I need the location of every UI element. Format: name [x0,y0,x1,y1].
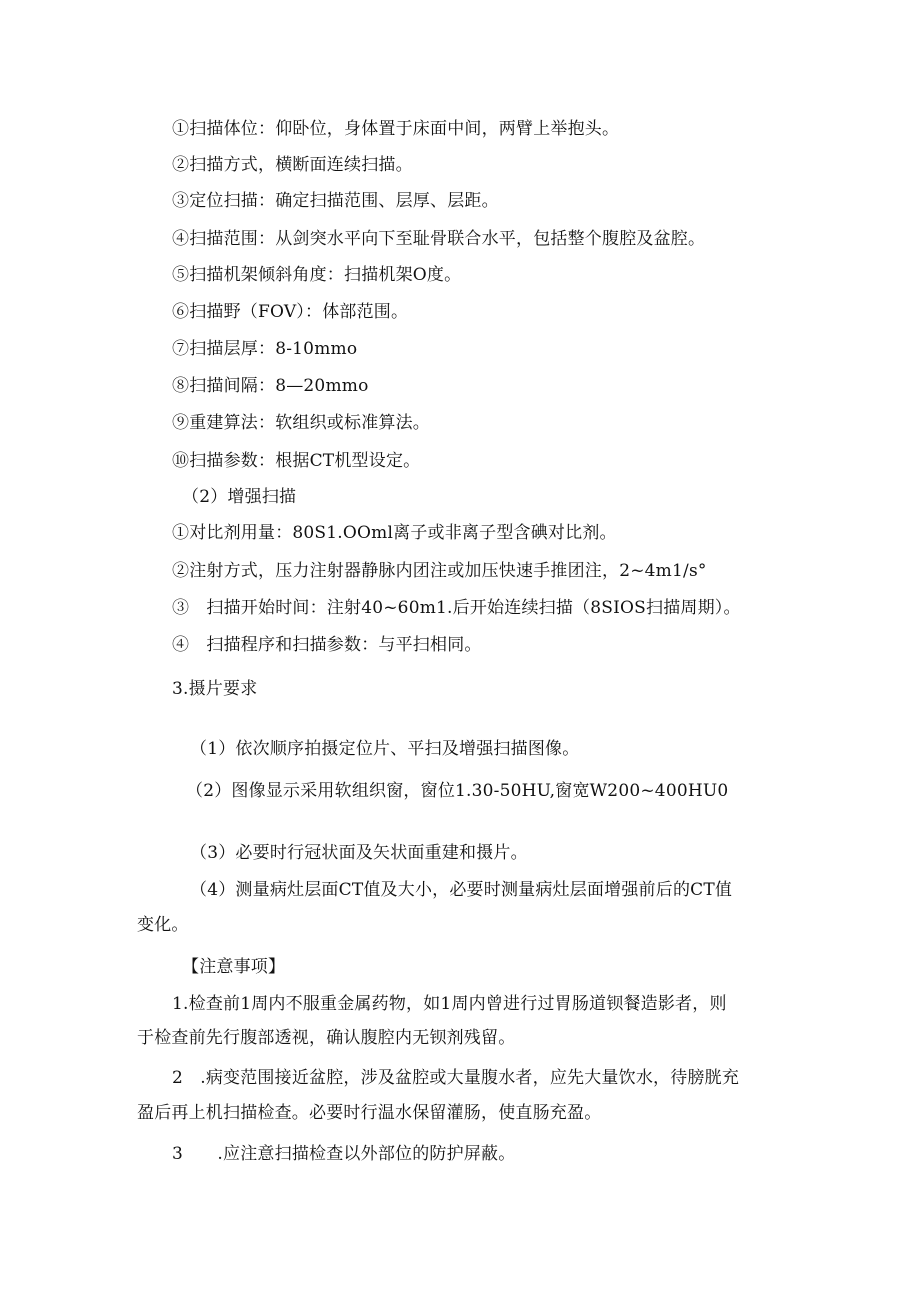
film-requirements-heading: 3.摄片要求 [172,679,258,699]
precaution-2-continued: 盈后再上机扫描检查。必要时行温水保留灌肠，使直肠充盈。 [137,1103,602,1123]
reconstruction-line: ⑨重建算法：软组织或标准算法。 [172,413,430,433]
slice-thickness-line: ⑦扫描层厚：8-10mmo [172,339,358,359]
fov-line: ⑥扫描野（FOV）：体部范围。 [172,302,409,322]
precaution-2: 2 .病变范围接近盆腔，涉及盆腔或大量腹水者，应先大量饮水，待膀胱充 [172,1068,740,1088]
localization-scan-line: ③定位扫描：确定扫描范围、层厚、层距。 [172,191,499,211]
film-requirement-2: （2）图像显示采用软组织窗，窗位1.30-50HU,窗宽W200~400HU0 [186,781,729,801]
precaution-1-continued: 于检查前先行腹部透视，确认腹腔内无钡剂残留。 [137,1028,516,1048]
slice-interval-line: ⑧扫描间隔：8—20mmo [172,376,369,396]
precaution-3: 3 .应注意扫描检查以外部位的防护屏蔽。 [172,1144,516,1164]
precautions-heading: 【注意事项】 [182,957,286,977]
scan-procedure-line: ④ 扫描程序和扫描参数：与平扫相同。 [172,635,482,655]
scan-position-line: ①扫描体位：仰卧位，身体置于床面中间，两臂上举抱头。 [172,119,620,139]
gantry-tilt-line: ⑤扫描机架倾斜角度：扫描机架O度。 [172,265,462,285]
film-requirement-1: （1）依次顺序拍摄定位片、平扫及增强扫描图像。 [190,739,580,759]
scan-range-line: ④扫描范围：从剑突水平向下至耻骨联合水平，包括整个腹腔及盆腔。 [172,229,706,249]
scan-method-line: ②扫描方式，横断面连续扫描。 [172,155,413,175]
precaution-1: 1.检查前1周内不服重金属药物，如1周内曾进行过胃肠道钡餐造影者，则 [172,994,727,1014]
enhanced-scan-heading: （2）增强扫描 [182,487,297,507]
film-requirement-4-continued: 变化。 [137,915,189,935]
film-requirement-4: （4）测量病灶层面CT值及大小，必要时测量病灶层面增强前后的CT值 [190,880,733,900]
film-requirement-3: （3）必要时行冠状面及矢状面重建和摄片。 [190,843,528,863]
injection-method-line: ②注射方式，压力注射器静脉内团注或加压快速手推团注，2~4m1∕s° [172,561,707,581]
scan-start-time-line: ③ 扫描开始时间：注射40~60m1.后开始连续扫描（8SIOS扫描周期）。 [172,598,741,618]
contrast-dose-line: ①对比剂用量：80S1.OOml离子或非离子型含碘对比剂。 [172,523,617,543]
scan-parameters-line: ⑩扫描参数：根据CT机型设定。 [172,451,421,471]
